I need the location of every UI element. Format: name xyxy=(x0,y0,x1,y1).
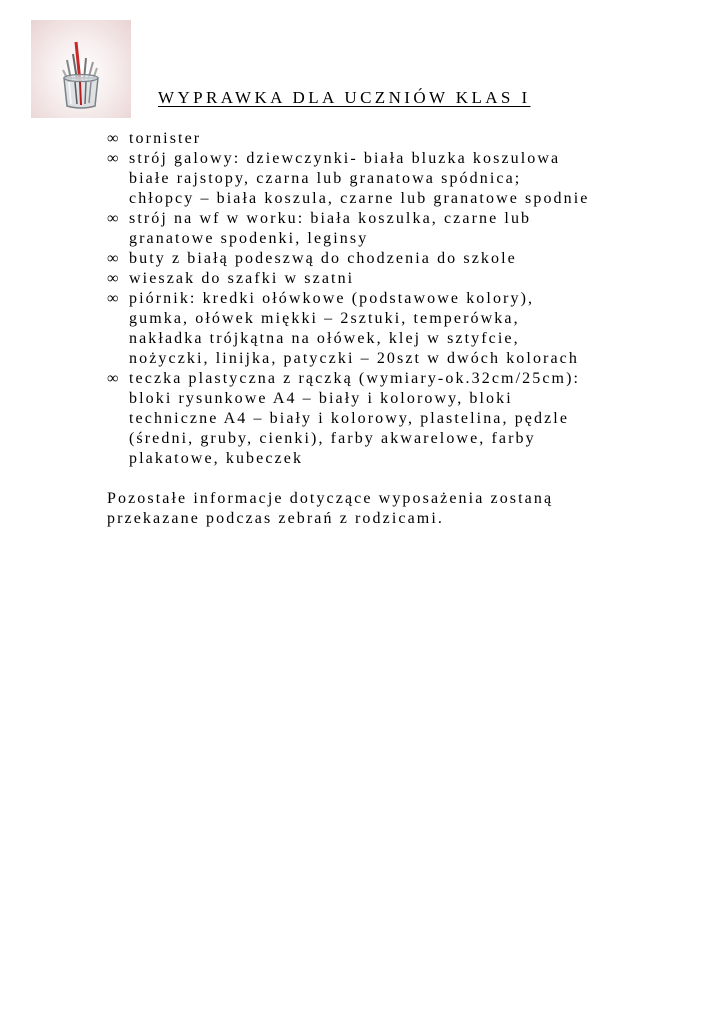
list-item xyxy=(107,249,647,269)
list-item-line: białe rajstopy, czarna lub granatowa spódnica; xyxy=(129,170,522,187)
document-title: WYPRAWKA DLA UCZNIÓW KLAS I xyxy=(158,88,531,107)
bullet-infinity-icon: ∞ xyxy=(107,250,121,267)
list-item xyxy=(107,289,647,369)
list-item-line: techniczne A4 – biały i kolorowy, plastelina, pędzle xyxy=(129,410,570,427)
list-item-line: tornister xyxy=(129,130,202,147)
list-item xyxy=(107,369,647,469)
footer-line: przekazane podczas zebrań z rodzicami. xyxy=(107,510,444,527)
list-item xyxy=(107,269,647,289)
list-item-line: nakładka trójkątna na ołówek, klej w sztyfcie, xyxy=(129,330,520,347)
list-item-line: strój galowy: dziewczynki- biała bluzka koszulowa xyxy=(129,150,561,167)
list-item-line: chłopcy – biała koszula, czarne lub granatowe spodnie xyxy=(129,190,590,207)
list-item xyxy=(107,209,647,249)
list-item-line: bloki rysunkowe A4 – biały i kolorowy, bloki xyxy=(129,390,513,407)
list-item-line: plakatowe, kubeczek xyxy=(129,450,304,467)
list-item xyxy=(107,149,647,209)
footer-note xyxy=(107,489,667,529)
list-item xyxy=(107,129,647,149)
bullet-infinity-icon: ∞ xyxy=(107,130,121,147)
bullet-infinity-icon: ∞ xyxy=(107,150,121,167)
list-item-line: buty z białą podeszwą do chodzenia do szkole xyxy=(129,250,517,267)
list-item-line: teczka plastyczna z rączką (wymiary-ok.32cm/25cm): xyxy=(129,370,581,387)
pencil-cup-icon xyxy=(31,20,131,118)
bullet-infinity-icon: ∞ xyxy=(107,370,121,387)
footer-line: Pozostałe informacje dotyczące wyposażenia zostaną xyxy=(107,490,554,507)
bullet-infinity-icon: ∞ xyxy=(107,210,121,227)
list-item-line: nożyczki, linijka, patyczki – 20szt w dwóch kolorach xyxy=(129,350,579,367)
bullet-infinity-icon: ∞ xyxy=(107,270,121,287)
list-item-line: piórnik: kredki ołówkowe (podstawowe kolory), xyxy=(129,290,535,307)
list-item-line: gumka, ołówek miękki – 2sztuki, temperówka, xyxy=(129,310,520,327)
bullet-infinity-icon: ∞ xyxy=(107,290,121,307)
list-item-line: (średni, gruby, cienki), farby akwarelowe, farby xyxy=(129,430,536,447)
list-item-line: wieszak do szafki w szatni xyxy=(129,270,355,287)
supply-list xyxy=(107,129,647,469)
list-item-line: strój na wf w worku: biała koszulka, czarne lub xyxy=(129,210,532,227)
list-item-line: granatowe spodenki, leginsy xyxy=(129,230,369,247)
